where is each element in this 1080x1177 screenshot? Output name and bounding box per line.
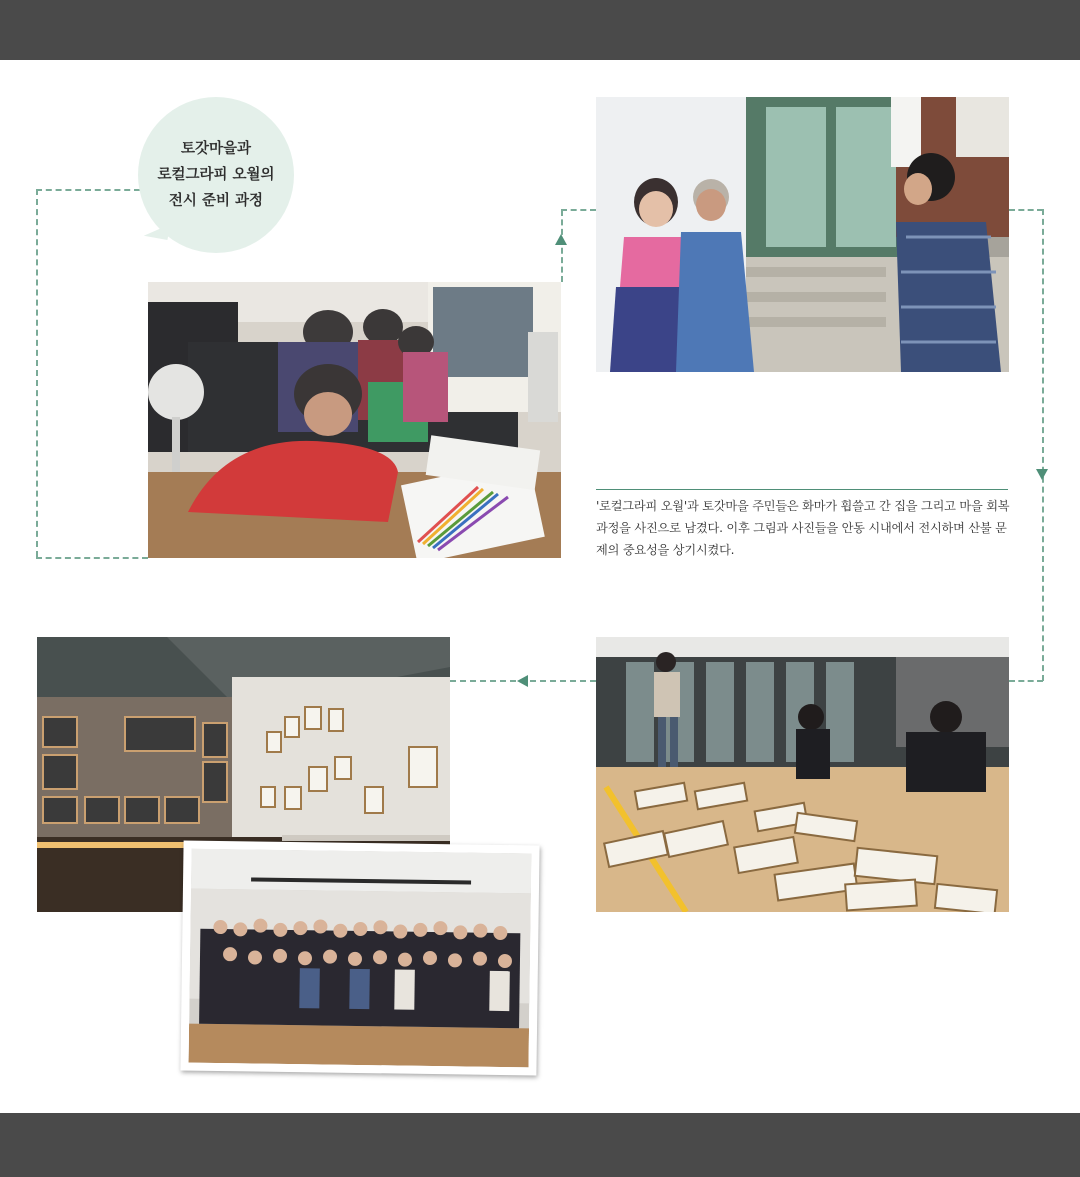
photo-artworks-floor bbox=[596, 637, 1009, 912]
connector-line bbox=[561, 210, 563, 282]
bottom-bar bbox=[0, 1113, 1080, 1177]
top-bar bbox=[0, 0, 1080, 60]
photo-residents-drawing bbox=[148, 282, 561, 558]
connector-line bbox=[1009, 680, 1043, 682]
connector-line bbox=[1042, 209, 1044, 681]
photo-group-image bbox=[189, 849, 532, 1068]
bubble-title: 토갓마을과 로컬그라피 오월의 전시 준비 과정 bbox=[157, 141, 275, 209]
photo-hanbok-portrait bbox=[596, 97, 1009, 372]
connector-line bbox=[36, 189, 140, 191]
arrow-up-icon bbox=[555, 234, 567, 245]
arrow-down-icon bbox=[1036, 469, 1048, 480]
speech-bubble bbox=[138, 97, 294, 253]
connector-line bbox=[36, 189, 38, 557]
caption-divider bbox=[596, 489, 1008, 490]
connector-line bbox=[1009, 209, 1043, 211]
connector-line bbox=[36, 557, 148, 559]
connector-line bbox=[561, 209, 596, 211]
arrow-left-icon bbox=[517, 675, 528, 687]
photo-group-print bbox=[180, 841, 539, 1076]
caption-text: '로컬그라피 오월'과 토갓마을 주민들은 화마가 휩쓸고 간 집을 그리고 마을 회복 과정을 사진으로 남겼다. 이후 그림과 사진들을 안동 시내에서 전시하며 산불 문제의 중요성을 상기시켰다. bbox=[596, 499, 1010, 557]
